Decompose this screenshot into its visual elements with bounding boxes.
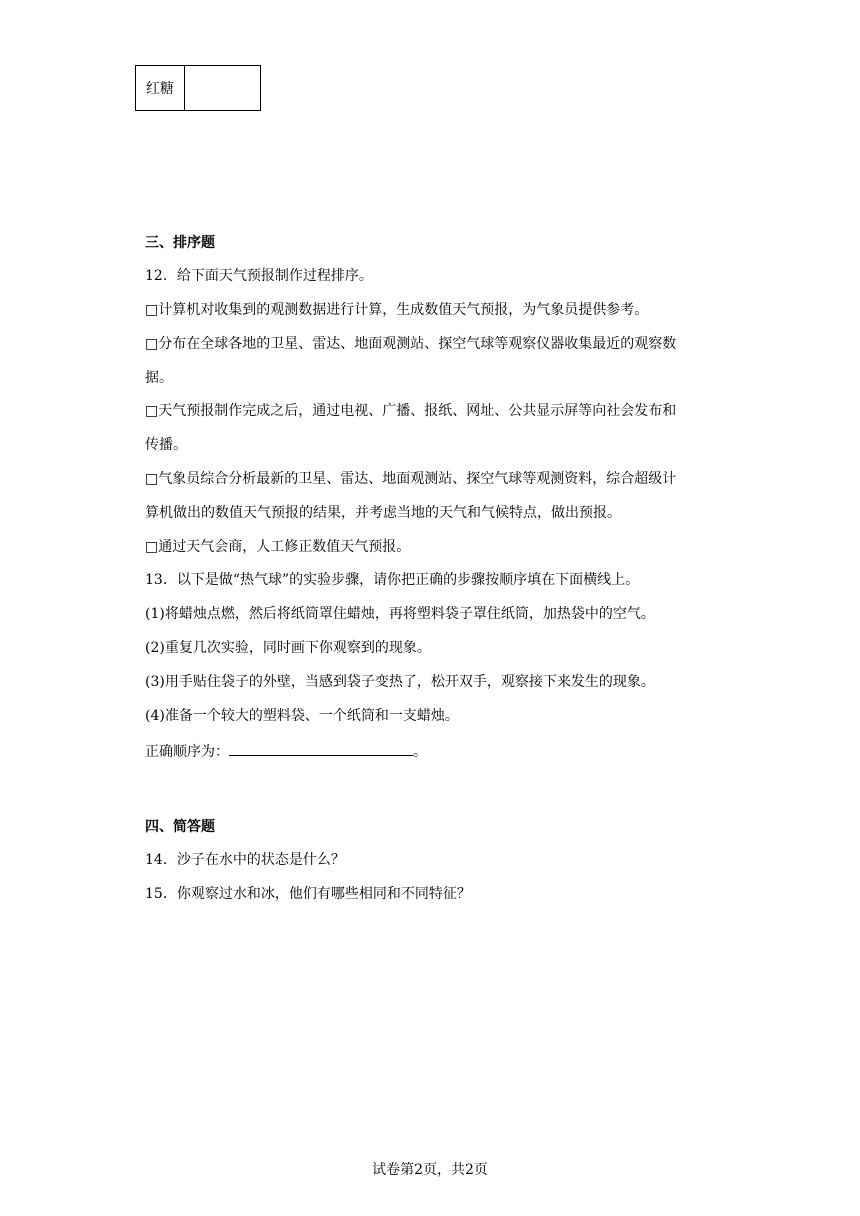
table-row <box>136 66 261 111</box>
section3-heading: 三、排序题 <box>145 235 215 251</box>
q12-option-4-cont: 算机做出的数值天气预报的结果，并考虑当地的天气和气候特点，做出预报。 <box>145 505 621 521</box>
section4-heading: 四、简答题 <box>145 819 215 835</box>
q13-stem: 13．以下是做“热气球”的实验步骤，请你把正确的步骤按顺序填在下面横线上。 <box>145 572 640 588</box>
q12-option-3: □天气预报制作完成之后，通过电视、广播、报纸、网址、公共显示屏等向社会发布和 <box>145 403 677 419</box>
q12-option-1: □计算机对收集到的观测数据进行计算，生成数值天气预报，为气象员提供参考。 <box>145 302 649 318</box>
answer-table <box>135 65 261 111</box>
q15-text: 15．你观察过水和冰，他们有哪些相同和不同特征？ <box>145 886 471 902</box>
page-footer: 试卷第2页，共2页 <box>372 1162 488 1178</box>
q12-stem: 12．给下面天气预报制作过程排序。 <box>145 268 373 284</box>
q12-option-4: □气象员综合分析最新的卫星、雷达、地面观测站、探空气球等观测资料，综合超级计 <box>145 471 677 487</box>
table-answer-cell[interactable] <box>185 66 261 111</box>
q13-answer-suffix: 。 <box>413 744 427 760</box>
q13-step-2: (2)重复几次实验，同时画下你观察到的现象。 <box>145 640 431 656</box>
q13-step-3: (3)用手贴住袋子的外壁，当感到袋子变热了，松开双手，观察接下来发生的现象。 <box>145 674 655 690</box>
table-label-cell: 红糖 <box>136 66 185 111</box>
q13-answer-prefix: 正确顺序为： <box>145 744 229 760</box>
q13-step-1: (1)将蜡烛点燃，然后将纸筒罩住蜡烛，再将塑料袋子罩住纸筒，加热袋中的空气。 <box>145 606 655 622</box>
q13-step-4: (4)准备一个较大的塑料袋、一个纸筒和一支蜡烛。 <box>145 708 459 724</box>
q12-option-3-cont: 传播。 <box>145 437 187 453</box>
q13-answer-blank[interactable] <box>229 740 413 756</box>
q12-option-5: □通过天气会商，人工修正数值天气预报。 <box>145 539 411 555</box>
q13-answer-line <box>145 740 427 762</box>
q12-option-2-cont: 据。 <box>145 370 173 386</box>
q12-option-2: □分布在全球各地的卫星、雷达、地面观测站、探空气球等观察仪器收集最近的观察数 <box>145 336 677 352</box>
q14-text: 14．沙子在水中的状态是什么？ <box>145 852 345 868</box>
